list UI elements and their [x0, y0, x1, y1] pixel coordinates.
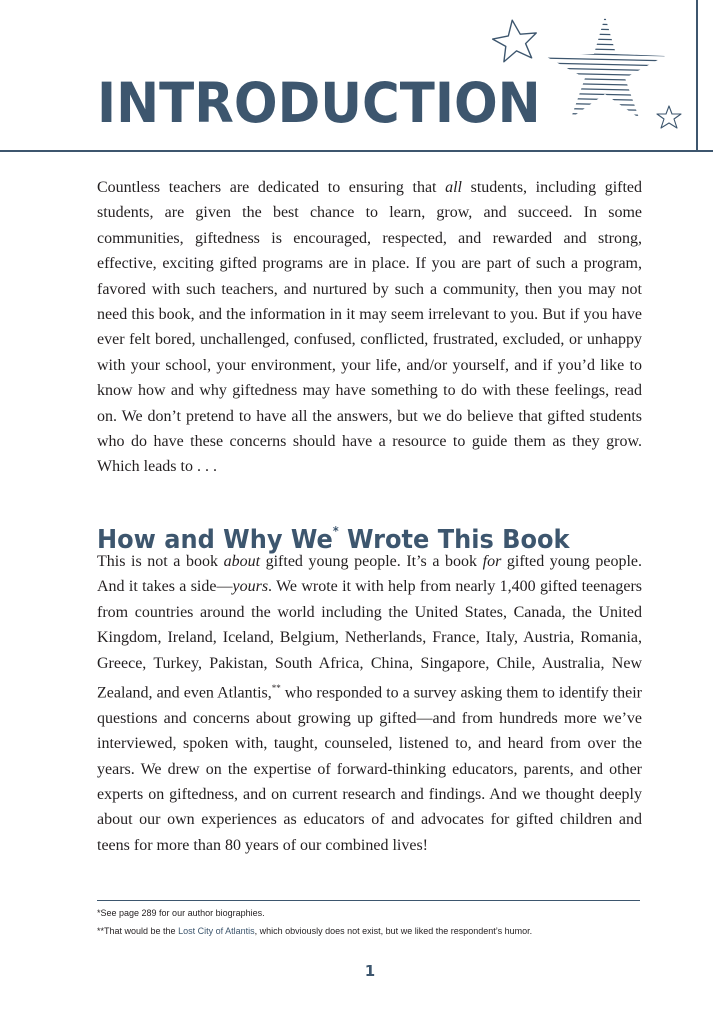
header-divider — [0, 150, 713, 152]
star-outline-icon — [490, 17, 539, 63]
section-text-2: gifted young people. It’s a book — [260, 553, 483, 570]
footnote-2-text-1: **That would be the — [97, 926, 179, 936]
intro-emphasis: all — [445, 179, 462, 196]
footnote-2-text-2: , which obviously does not exist, but we liked the respondent’s humor. — [254, 926, 533, 936]
section-emphasis-2: for — [482, 553, 502, 570]
page-number: 1 — [364, 962, 376, 980]
large-hatched-star-icon — [540, 18, 675, 121]
intro-paragraph — [97, 175, 642, 480]
heading-text-2: Wrote This Book — [338, 525, 570, 555]
intro-text-2: students, including gifted students, are given the best chance to learn, grow, and succeed. In some communities, giftedness is encouraged, respected, and rewarded and strong, effective, exciting gifted programs are in place. If you are part of such a program, favored with such teachers, and nurtured by such a community, then you may not need this book, and the information in it may seem irrelevant to you. But if you have ever felt bored, unchallenged, confused, conflicted, frustrated, excluded, or unhappy with your school, your environment, your life, and/or yourself, and if you’d like to know how and why giftedness may have something to do with these feelings, read on. We don’t pretend to have all the answers, but we do believe that gifted students who do have these concerns should have a resource to guide them as they grow. Which leads to . . . — [97, 179, 643, 476]
section-text-5: who responded to a survey asking them to identify their questions and concerns about growing up gifted—and from hundreds more we’ve interviewed, spoken with, taught, counseled, listened to, and heard from over the years. We drew on the expertise of forward-thinking educators, parents, and other experts on giftedness, and on current research and findings. And we thought deeply about our own experiences as educators of and advocates for gifted children and teens for more than 80 years of our combined lives! — [97, 684, 643, 854]
chapter-title: INTRODUCTION — [97, 71, 541, 135]
section-paragraph — [97, 549, 642, 858]
footnote-1: *See page 289 for our author biographies. — [97, 908, 265, 918]
footnote-2 — [97, 925, 532, 937]
section-emphasis-1: about — [223, 553, 261, 570]
small-star-outline-icon — [657, 106, 681, 128]
section-text-1: This is not a book — [97, 553, 224, 570]
heading-footnote-mark: * — [332, 524, 339, 538]
section-emphasis-3: yours — [232, 578, 269, 596]
footnote-2-highlight: Lost City of Atlantis — [178, 926, 255, 936]
header-vertical-rule — [696, 0, 698, 152]
intro-text-1: Countless teachers are dedicated to ensuring that — [97, 179, 446, 196]
section-text-4: . We wrote it with help from nearly 1,400 gifted teenagers from countries around the world including the United States, Canada, the United Kingdom, Ireland, Iceland, Belgium, Netherlands, France, Italy, Austria, Romania, Greece, Turkey, Pakistan, South Africa, China, Singapore, Chile, Australia, New Zealand, and even Atlantis, — [97, 578, 642, 702]
section-footnote-mark: ** — [271, 683, 281, 694]
section-text-3: gifted young people. And it takes a side— — [97, 553, 643, 596]
heading-text-1: How and Why We — [97, 525, 333, 555]
footnote-divider — [97, 900, 640, 901]
chapter-header — [0, 0, 713, 152]
